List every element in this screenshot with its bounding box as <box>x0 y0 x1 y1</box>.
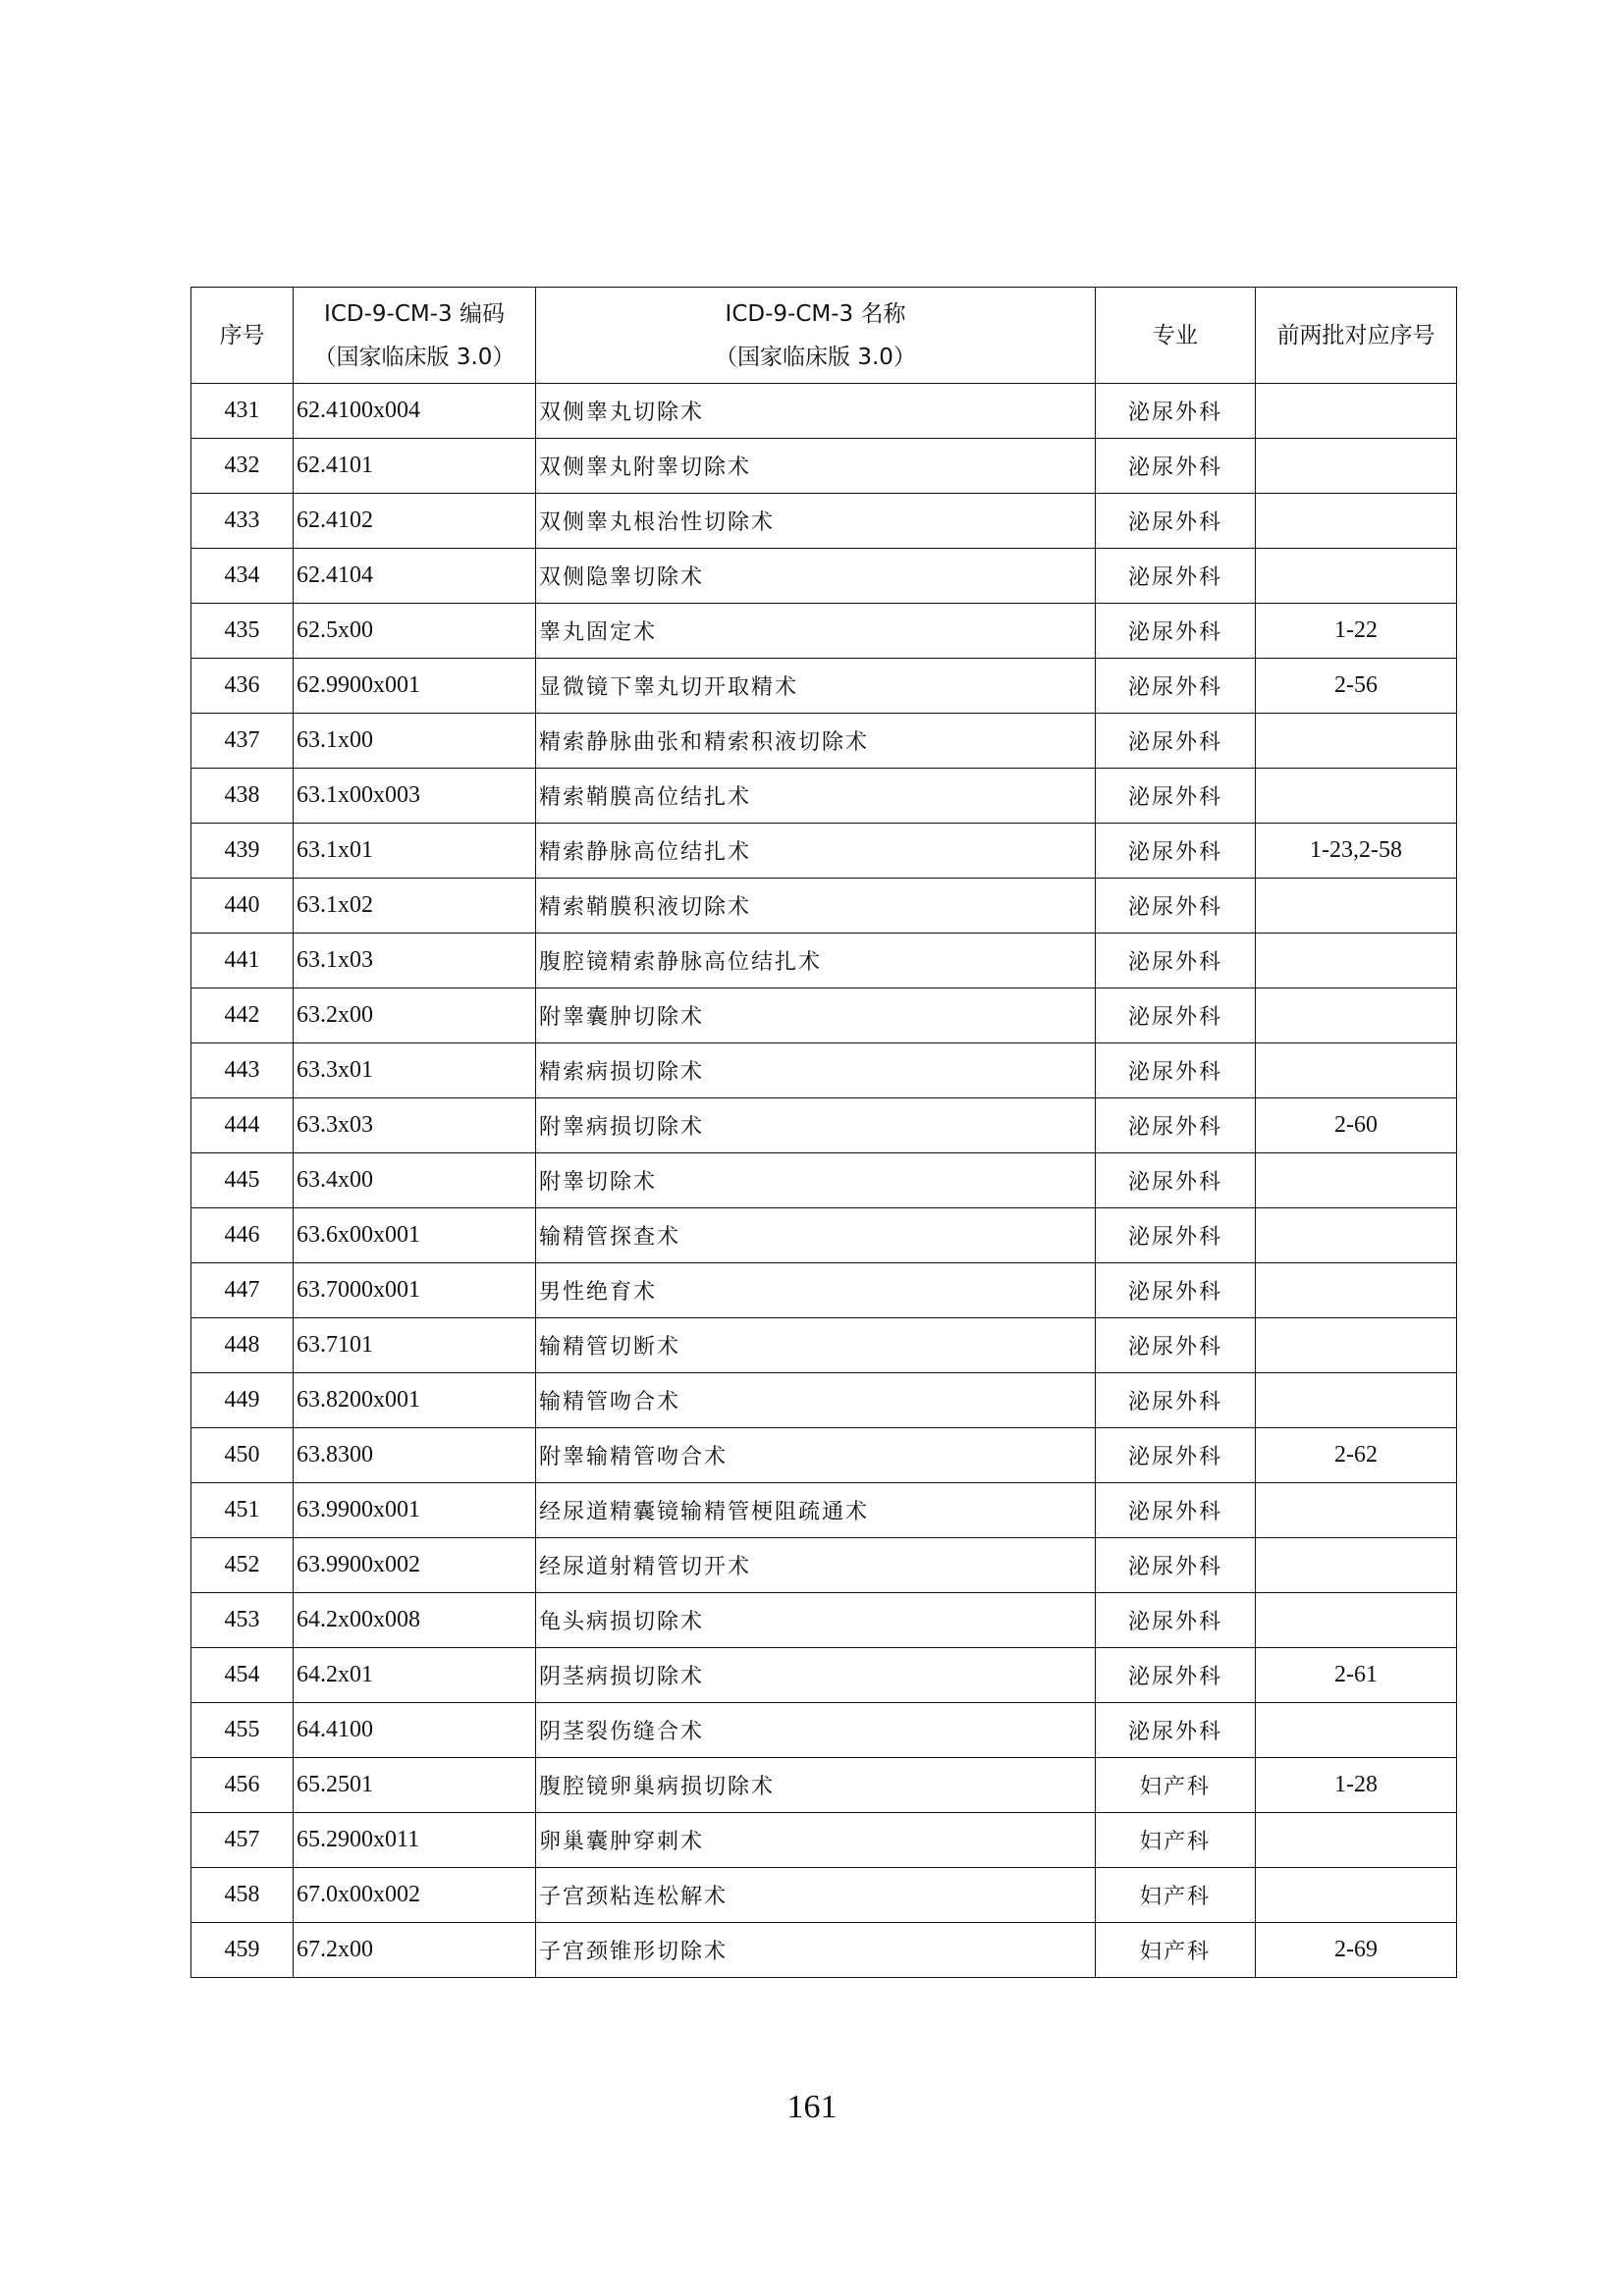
row-name: 附睾囊肿切除术 <box>536 988 1096 1043</box>
row-dept: 泌尿外科 <box>1096 1373 1256 1428</box>
row-index: 450 <box>191 1428 294 1483</box>
table-header-row <box>191 288 1457 384</box>
table-row <box>191 1703 1457 1758</box>
row-name: 睾丸固定术 <box>536 604 1096 659</box>
table-row <box>191 1208 1457 1263</box>
row-code: 67.2x00 <box>294 1923 536 1978</box>
row-dept: 泌尿外科 <box>1096 934 1256 988</box>
row-index: 442 <box>191 988 294 1043</box>
row-name: 输精管吻合术 <box>536 1373 1096 1428</box>
header-dept: 专业 <box>1096 288 1256 384</box>
row-dept: 泌尿外科 <box>1096 494 1256 549</box>
row-code: 63.3x03 <box>294 1098 536 1153</box>
row-dept: 泌尿外科 <box>1096 1538 1256 1593</box>
row-dept: 泌尿外科 <box>1096 1098 1256 1153</box>
table-row <box>191 988 1457 1043</box>
header-name <box>536 288 1096 384</box>
row-index: 445 <box>191 1153 294 1208</box>
row-index: 438 <box>191 769 294 824</box>
row-name: 腹腔镜精索静脉高位结扎术 <box>536 934 1096 988</box>
table-row <box>191 1758 1457 1813</box>
row-index: 457 <box>191 1813 294 1868</box>
row-prev <box>1256 879 1457 934</box>
row-name: 精索鞘膜积液切除术 <box>536 879 1096 934</box>
row-code: 62.5x00 <box>294 604 536 659</box>
row-prev <box>1256 1868 1457 1923</box>
row-name: 精索病损切除术 <box>536 1043 1096 1098</box>
row-index: 440 <box>191 879 294 934</box>
row-code: 63.7000x001 <box>294 1263 536 1318</box>
row-dept: 泌尿外科 <box>1096 1318 1256 1373</box>
table-row <box>191 714 1457 769</box>
row-prev <box>1256 1043 1457 1098</box>
row-prev: 1-28 <box>1256 1758 1457 1813</box>
row-index: 452 <box>191 1538 294 1593</box>
row-name: 龟头病损切除术 <box>536 1593 1096 1648</box>
table-row <box>191 1153 1457 1208</box>
row-index: 449 <box>191 1373 294 1428</box>
row-name: 阴茎裂伤缝合术 <box>536 1703 1096 1758</box>
procedure-table <box>190 287 1457 1978</box>
row-index: 447 <box>191 1263 294 1318</box>
row-prev <box>1256 439 1457 494</box>
row-code: 65.2501 <box>294 1758 536 1813</box>
row-prev <box>1256 384 1457 439</box>
row-name: 经尿道射精管切开术 <box>536 1538 1096 1593</box>
row-name: 双侧睾丸根治性切除术 <box>536 494 1096 549</box>
table-row <box>191 934 1457 988</box>
row-prev <box>1256 1263 1457 1318</box>
row-prev <box>1256 1318 1457 1373</box>
row-dept: 泌尿外科 <box>1096 824 1256 879</box>
row-prev: 2-69 <box>1256 1923 1457 1978</box>
header-name-line1: ICD-9-CM-3 名称 <box>725 300 906 327</box>
table-row <box>191 824 1457 879</box>
row-code: 62.4104 <box>294 549 536 604</box>
row-code: 63.3x01 <box>294 1043 536 1098</box>
header-code-line1: ICD-9-CM-3 编码 <box>324 300 505 327</box>
header-name-line2: （国家临床版 3.0） <box>715 344 916 370</box>
header-code <box>294 288 536 384</box>
row-prev: 2-56 <box>1256 659 1457 714</box>
row-index: 458 <box>191 1868 294 1923</box>
table-row <box>191 1263 1457 1318</box>
row-prev <box>1256 769 1457 824</box>
table-row <box>191 549 1457 604</box>
page-number: 161 <box>786 2089 838 2125</box>
row-code: 64.4100 <box>294 1703 536 1758</box>
row-name: 附睾病损切除术 <box>536 1098 1096 1153</box>
row-name: 经尿道精囊镜输精管梗阻疏通术 <box>536 1483 1096 1538</box>
row-name: 精索静脉曲张和精索积液切除术 <box>536 714 1096 769</box>
table-row <box>191 1868 1457 1923</box>
row-prev <box>1256 1373 1457 1428</box>
row-code: 63.1x02 <box>294 879 536 934</box>
row-code: 63.7101 <box>294 1318 536 1373</box>
row-index: 454 <box>191 1648 294 1703</box>
row-index: 441 <box>191 934 294 988</box>
row-dept: 泌尿外科 <box>1096 604 1256 659</box>
row-code: 63.1x00 <box>294 714 536 769</box>
row-code: 62.4100x004 <box>294 384 536 439</box>
row-prev <box>1256 1703 1457 1758</box>
table-row <box>191 659 1457 714</box>
row-code: 64.2x00x008 <box>294 1593 536 1648</box>
row-name: 腹腔镜卵巢病损切除术 <box>536 1758 1096 1813</box>
table-row <box>191 769 1457 824</box>
row-prev: 2-62 <box>1256 1428 1457 1483</box>
row-dept: 泌尿外科 <box>1096 384 1256 439</box>
row-dept: 泌尿外科 <box>1096 769 1256 824</box>
row-dept: 泌尿外科 <box>1096 1648 1256 1703</box>
row-code: 67.0x00x002 <box>294 1868 536 1923</box>
row-code: 63.4x00 <box>294 1153 536 1208</box>
row-index: 433 <box>191 494 294 549</box>
row-index: 451 <box>191 1483 294 1538</box>
row-name: 显微镜下睾丸切开取精术 <box>536 659 1096 714</box>
row-index: 435 <box>191 604 294 659</box>
row-name: 子宫颈锥形切除术 <box>536 1923 1096 1978</box>
row-name: 双侧隐睾切除术 <box>536 549 1096 604</box>
row-dept: 妇产科 <box>1096 1923 1256 1978</box>
row-index: 444 <box>191 1098 294 1153</box>
row-dept: 泌尿外科 <box>1096 439 1256 494</box>
table-row <box>191 604 1457 659</box>
table-row <box>191 1813 1457 1868</box>
table-row <box>191 1098 1457 1153</box>
row-dept: 泌尿外科 <box>1096 879 1256 934</box>
row-index: 432 <box>191 439 294 494</box>
table-body <box>191 384 1457 1978</box>
table-row <box>191 1593 1457 1648</box>
row-name: 输精管切断术 <box>536 1318 1096 1373</box>
row-code: 64.2x01 <box>294 1648 536 1703</box>
row-name: 阴茎病损切除术 <box>536 1648 1096 1703</box>
row-name: 精索鞘膜高位结扎术 <box>536 769 1096 824</box>
table-row <box>191 1538 1457 1593</box>
row-code: 63.1x00x003 <box>294 769 536 824</box>
table-row <box>191 1373 1457 1428</box>
row-prev <box>1256 1538 1457 1593</box>
header-code-line2: （国家临床版 3.0） <box>313 344 515 370</box>
table-row <box>191 439 1457 494</box>
row-prev <box>1256 1153 1457 1208</box>
row-prev <box>1256 988 1457 1043</box>
row-dept: 泌尿外科 <box>1096 1153 1256 1208</box>
row-dept: 泌尿外科 <box>1096 1263 1256 1318</box>
row-name: 双侧睾丸切除术 <box>536 384 1096 439</box>
table-row <box>191 1428 1457 1483</box>
row-prev <box>1256 494 1457 549</box>
table-row <box>191 879 1457 934</box>
row-prev: 2-60 <box>1256 1098 1457 1153</box>
table-row <box>191 1318 1457 1373</box>
row-prev <box>1256 1813 1457 1868</box>
row-index: 453 <box>191 1593 294 1648</box>
row-index: 446 <box>191 1208 294 1263</box>
row-dept: 泌尿外科 <box>1096 1043 1256 1098</box>
row-prev: 1-22 <box>1256 604 1457 659</box>
row-dept: 泌尿外科 <box>1096 1593 1256 1648</box>
row-code: 63.1x03 <box>294 934 536 988</box>
row-code: 62.9900x001 <box>294 659 536 714</box>
row-code: 63.6x00x001 <box>294 1208 536 1263</box>
row-prev <box>1256 549 1457 604</box>
row-code: 62.4102 <box>294 494 536 549</box>
row-code: 65.2900x011 <box>294 1813 536 1868</box>
row-prev: 2-61 <box>1256 1648 1457 1703</box>
header-index: 序号 <box>191 288 294 384</box>
row-code: 63.2x00 <box>294 988 536 1043</box>
row-dept: 妇产科 <box>1096 1868 1256 1923</box>
row-name: 双侧睾丸附睾切除术 <box>536 439 1096 494</box>
row-index: 431 <box>191 384 294 439</box>
table-row <box>191 1648 1457 1703</box>
row-dept: 妇产科 <box>1096 1758 1256 1813</box>
row-index: 439 <box>191 824 294 879</box>
row-name: 附睾输精管吻合术 <box>536 1428 1096 1483</box>
row-index: 459 <box>191 1923 294 1978</box>
table-row <box>191 1483 1457 1538</box>
row-prev <box>1256 1208 1457 1263</box>
row-prev <box>1256 934 1457 988</box>
row-name: 男性绝育术 <box>536 1263 1096 1318</box>
row-code: 63.8200x001 <box>294 1373 536 1428</box>
row-code: 63.9900x002 <box>294 1538 536 1593</box>
row-index: 437 <box>191 714 294 769</box>
row-index: 436 <box>191 659 294 714</box>
row-prev <box>1256 1483 1457 1538</box>
row-dept: 泌尿外科 <box>1096 659 1256 714</box>
row-name: 附睾切除术 <box>536 1153 1096 1208</box>
row-code: 63.1x01 <box>294 824 536 879</box>
row-index: 443 <box>191 1043 294 1098</box>
row-name: 卵巢囊肿穿刺术 <box>536 1813 1096 1868</box>
row-dept: 妇产科 <box>1096 1813 1256 1868</box>
row-prev <box>1256 1593 1457 1648</box>
row-index: 455 <box>191 1703 294 1758</box>
row-dept: 泌尿外科 <box>1096 988 1256 1043</box>
row-dept: 泌尿外科 <box>1096 549 1256 604</box>
row-code: 62.4101 <box>294 439 536 494</box>
row-name: 子宫颈粘连松解术 <box>536 1868 1096 1923</box>
table-row <box>191 384 1457 439</box>
table-row <box>191 494 1457 549</box>
row-prev: 1-23,2-58 <box>1256 824 1457 879</box>
row-prev <box>1256 714 1457 769</box>
row-dept: 泌尿外科 <box>1096 1483 1256 1538</box>
row-index: 456 <box>191 1758 294 1813</box>
row-index: 434 <box>191 549 294 604</box>
row-index: 448 <box>191 1318 294 1373</box>
row-dept: 泌尿外科 <box>1096 714 1256 769</box>
table-row <box>191 1923 1457 1978</box>
row-code: 63.8300 <box>294 1428 536 1483</box>
header-prev: 前两批对应序号 <box>1256 288 1457 384</box>
row-dept: 泌尿外科 <box>1096 1428 1256 1483</box>
row-code: 63.9900x001 <box>294 1483 536 1538</box>
row-dept: 泌尿外科 <box>1096 1208 1256 1263</box>
row-dept: 泌尿外科 <box>1096 1703 1256 1758</box>
table-row <box>191 1043 1457 1098</box>
row-name: 精索静脉高位结扎术 <box>536 824 1096 879</box>
row-name: 输精管探查术 <box>536 1208 1096 1263</box>
